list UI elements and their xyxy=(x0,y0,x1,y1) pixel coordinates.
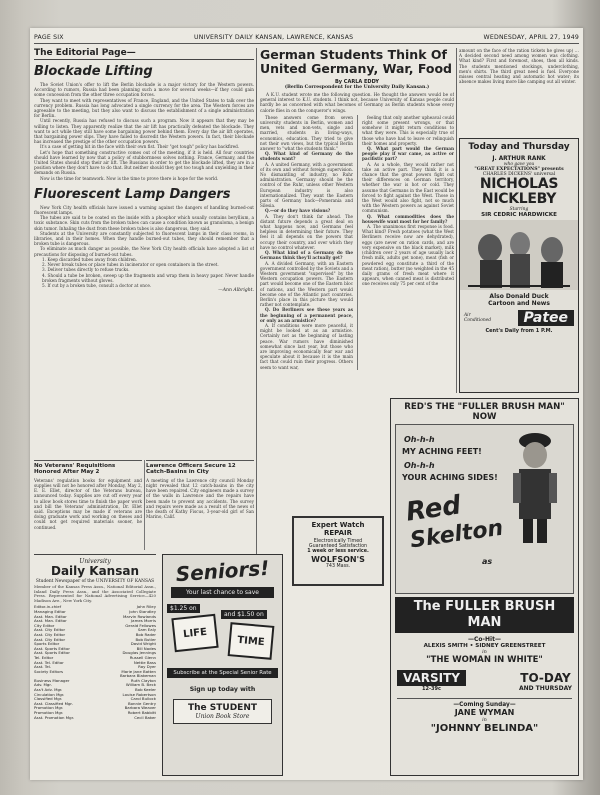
red-label: Red xyxy=(404,490,463,528)
starring: Starring xyxy=(509,207,529,212)
staff-role: Asst. City Editor xyxy=(34,631,66,637)
staff-role: Asst. Man. Editor xyxy=(34,618,67,624)
magazine-offer xyxy=(167,602,278,666)
masthead xyxy=(34,554,156,776)
store-name: The STUDENT xyxy=(187,703,257,713)
time-magazine-card xyxy=(228,622,275,660)
author: CHARLES DICKENS' universal xyxy=(482,172,556,177)
question: Q.—or do they have visions? xyxy=(265,208,331,214)
page-header xyxy=(34,32,579,44)
staff-role: Circulation Mgr. xyxy=(34,691,65,697)
varsity-theater-ad xyxy=(390,398,579,776)
coming-film: "JOHNNY BELINDA" xyxy=(430,723,539,734)
blockade-p3: Until recently, Russia has refused to discuss such a program. Now it appears that they may be willing to listen. They apparently realize that the air lift has practically defeated the blockade. They want to act while they still have some bargaining power behind them. Every day the air lift operates, that bargaining power slips. They have failed to discredit the Western powers. In fact, their blockade has increased the prestige of the other occupation powers. xyxy=(34,118,254,145)
staff-name: Bonnie Gentry xyxy=(128,700,156,706)
staff-name: Douglas Jennings xyxy=(122,650,156,656)
answer: A. As a whole, they would rather not take an active part. They think it is a chance that the great powers fight out their differences on German territory, whether the war is hot or cold. They assume that Germans in the East would be forced to fight against the West. Those in the West would also fight, not so much with the Western powers as against Soviet communism. xyxy=(361,161,454,214)
list-item: 3. Deliver tubes directly to refuse trucks. xyxy=(42,267,130,273)
staff-name: Marie Jane Batten xyxy=(121,668,156,674)
staff-role: Adv. Mgr. xyxy=(34,682,52,688)
staff-role: Sports Editor xyxy=(34,641,60,647)
question: Q. What part would the German people play if war came, as active or pacifistic part? xyxy=(361,146,454,162)
list-item: 1. Keep discarded tubes away from children. xyxy=(42,256,138,262)
blockade-p2: They want to meet with representatives of France, England, and the United States to talk over the currency problem. Russia has long advocated a single currency for the area. The Western forces are agreeable to the meeting, but they also want to discuss the establishment of a single administration for Berlin. xyxy=(34,97,254,119)
staff-name: Cecil Baker xyxy=(134,714,156,720)
german-continued xyxy=(459,48,579,136)
answer: A. The unanimous first response is food. What kind? Fresh potatoes (what the West Berliners receive now are dehydrated), eggs (are never on ration cards, and are very expensive on the black market), milk (children over 2 years of age usually lack fresh milk, adults get none), meat (fish or powdered egg constitute a third of the meat ration), butter (no weighted in the 45 daily grams of fresh meat where it appears, when canned meat is distributed one receives only 75 per cent of the xyxy=(361,224,454,287)
list-item: 5. If cut by a broken tube, consult a doctor at once. xyxy=(42,282,152,288)
staff-role: Managing Editor xyxy=(34,608,66,614)
today-label: TO-DAY xyxy=(520,670,571,685)
vets-story xyxy=(34,460,142,550)
staff-name: William B. Beck xyxy=(125,682,156,688)
prior-film: "GREAT EXPECTATIONS" presents xyxy=(474,167,564,172)
seniors-headline: Seniors! xyxy=(174,555,271,587)
staff-name: Marvin Rowlands xyxy=(123,613,156,619)
column-divider xyxy=(456,48,457,393)
seniors-signup: Sign up today with xyxy=(189,686,256,693)
blockade-headline: Blockade Lifting xyxy=(34,64,153,79)
extra-news: Cartoon and News xyxy=(488,300,550,307)
lawrence-body: A meeting of the Lawrence city council Monday night revealed that 12 catch-basins in the city have been repaired. City engineers made a survey of the walls in Lawrence and the repairs have been made to prevent any accidents. The survey and repairs were made as a result of the news of the death of Kathy Fiscus, 3-year-old girl of San Marino, Calif. xyxy=(146,477,254,520)
page-date: WEDNESDAY, APRIL 27, 1949 xyxy=(483,34,579,41)
watch-title1: Expert Watch xyxy=(311,521,365,529)
fuller-title: The FULLER BRUSH MAN xyxy=(395,597,574,633)
staff-name: Gerald Fellowes xyxy=(125,622,156,628)
staff-role: Editor-in-chief xyxy=(34,604,62,610)
staff-role: Society Editors xyxy=(34,668,64,674)
watch-line2: Guaranteed Satisfaction xyxy=(308,544,368,549)
staff-name: Russell Glenn xyxy=(129,654,156,660)
editorial-label: The Editorial Page— xyxy=(34,48,254,60)
lamp-precaution-list xyxy=(34,257,254,288)
presents: who gave you xyxy=(503,162,535,167)
answer: A. If conditions were more peaceful, it might be looked at as an armistice. Certainly not as the beginning of lasting peace. War rumors have diminished somewhat since last year, but those who are improving economically fear war and speculate about it because it is the main fact that could ruin their progress. Others seem to want war, xyxy=(260,322,353,370)
staff-role: Ass't Adv. Mgr. xyxy=(34,687,63,693)
life-magazine-card xyxy=(171,614,218,652)
coming-star: JANE WYMAN xyxy=(454,708,515,717)
list-item: 2. Never break tubes or place tubes in incinerator or open containers in the street. xyxy=(42,262,219,268)
question: Q. What kind of a Germany do the Germans think they'll actually get? xyxy=(260,250,353,261)
theater-price: Cent's Daily from 1 P.M. xyxy=(485,328,553,334)
lawrence-story xyxy=(146,460,254,550)
column-divider xyxy=(144,460,145,550)
in-label: in xyxy=(482,649,487,655)
lamp-p3: Students at the University are constantly subjected to fluorescent lamps in their class rooms, in libraries, and in their homes. When they handle burned-out tubes, they should remember that a broken tube is dangerous. xyxy=(34,230,254,247)
seniors-subscribe: Subscribe at the Special Senior Rate xyxy=(167,668,278,678)
staff-name: John Riley xyxy=(136,604,156,610)
seniors-chance: Your last chance to save xyxy=(171,587,274,598)
vets-headline: No Veterans' Requisitions Honored After May 2 xyxy=(34,463,116,476)
blockade-p4: It's a case of getting hit in the face with their own fist. Their "get tough" policy has backfired. xyxy=(40,144,240,150)
german-headline: German Students Think Of United Germany, War, Food xyxy=(260,48,452,76)
staff-role: Asst. Tel. Editor xyxy=(34,659,64,665)
newspaper-page xyxy=(30,28,583,780)
seniors-ad xyxy=(162,554,283,776)
fuller-art xyxy=(395,424,574,594)
film-title: NICHOLAS NICKLEBY xyxy=(479,176,559,207)
lamp-signature: —Ann Albright. xyxy=(218,288,254,294)
thursday-label: AND THURSDAY xyxy=(518,684,572,692)
staff-list xyxy=(34,605,156,720)
watch-repair-ad xyxy=(292,516,384,586)
staff-role: Promotion Mgr. xyxy=(34,710,64,716)
blockade-p1: The Soviet Union's offer to lift the Berlin blockade is a major victory for the Western powers. According to rumors, Russia had been planning such a move for several weeks—if they could gain some concession from the other three occupation forces. xyxy=(34,82,254,98)
german-col3: amount on the face of the ration tickets he gives up) … A decided second need among women was clothing. What kind? First and foremost, shoes, then all kinds. The students mentioned stockings, underclothing, men's shirts. The third great need is fuel. Everyone misses central heating and automatic hot water; its absence makes living more like camping out all winter. xyxy=(459,48,579,85)
staff-name: Ruth Clayton xyxy=(130,677,156,683)
staff-role: Asst. City Editor xyxy=(34,627,66,633)
watch-line3: 1 week or less service. xyxy=(307,549,369,554)
lamp-p4: To eliminate as much danger as possible, the New York City health officials have adopted a list of precautions for disposing of burned-out tubes. xyxy=(34,246,254,257)
answer: feeling that only another upheaval could right some present wrongs, or that somehow it might return conditions to what they were. This is especially true of those who have had to leave or relinquish their homes and property. xyxy=(361,114,454,146)
as-label: as xyxy=(482,557,493,566)
list-item: 4. Should a tube be broken, sweep up the fragments and wrap them in heavy paper. Never handle broken fragments without gloves. xyxy=(42,272,254,283)
staff-name: Sam Ealy xyxy=(137,627,156,633)
showing-days xyxy=(519,671,572,692)
answer: A. A united Germany, with a government of its own and without foreign supervision. No dismantling of industry, no Ruhr administration. Germany should be the control of the Ruhr, unless other Western European industry is also internationalized. They want the Eastern parts of Germany back—Pomerania and Silesia. xyxy=(260,161,353,209)
staff-name: John Standley xyxy=(129,608,156,614)
time-price: and $1.50 on xyxy=(221,610,267,619)
staff-role: Classified Mgr. xyxy=(34,696,63,702)
staff-role: Tel. Editor xyxy=(34,654,54,660)
staff-name: Louise Robertson xyxy=(122,691,156,697)
theater-footer xyxy=(464,310,574,326)
staff-role: City Editor xyxy=(34,622,55,628)
watch-address: 743 Mass. xyxy=(325,564,351,569)
lamp-headline: Fluorescent Lamp Dangers xyxy=(34,186,231,202)
coming-label: —Coming Sunday— xyxy=(453,702,516,708)
staff-role: Business Manager xyxy=(34,677,70,683)
german-col-1 xyxy=(260,115,353,370)
answer: A. They don't think far ahead. The distant future depends a great deal on what happens now, and Germans feel helpless in determining their future. They feel it all depends on the powers that occupy their country, and over which they have no control whatever. xyxy=(260,213,353,250)
question: Q. What kind of Germany do the students want? xyxy=(260,151,353,162)
german-byline: By CARLA EDDY xyxy=(335,79,379,85)
star-name: SIR CEDRIC HARDWICKE xyxy=(481,212,557,218)
lawrence-headline: Lawrence Officers Secure 12 Catch-Basins in City xyxy=(146,463,236,476)
staff-role: Asst. Tel. xyxy=(34,664,52,670)
staff-role: Asst. Promotion Mgr. xyxy=(34,714,75,720)
masthead-university: University xyxy=(79,558,111,565)
lamp-p2: The tubes are said to be coated on the inside with a phosphor which usually contains beryllium, a toxic substance. Skin cuts from the broken tubes can cause a condition known as granuloma, a benign skin tumor. Inhaling the dust from these broken tubes is also dangerous, they said. xyxy=(34,215,254,231)
answer: A. A divided Germany, with an Eastern government controlled by the Soviets and a Western government "supervised" by the Western occupation powers. The Eastern part would become one of the Eastern bloc of nations, and the Western part would become one of the Atlantic pact countries. Berlin's place in this picture they would rather not contemplate. xyxy=(260,260,353,308)
staff-role: Promotion Mgr. xyxy=(34,705,64,711)
staff-name: Barbara Weaver xyxy=(124,705,156,711)
skelton-label: Skelton xyxy=(408,515,505,554)
question: Q. What commodities does the housewife want most for her family? xyxy=(361,213,454,224)
in-label-2: in xyxy=(482,717,487,723)
question: Q. Do Berliners see these years as the beginning of a permanent peace, or only as an armistice? xyxy=(260,307,353,323)
staff-role: Asst. Classified Mgr. xyxy=(34,700,73,706)
staff-role: Asst. Man. Editor xyxy=(34,613,67,619)
staff-name: Nettie Bass xyxy=(133,659,156,665)
air-conditioned: Air Conditioned xyxy=(464,313,492,323)
theater-headline: Today and Thursday xyxy=(468,142,570,152)
vets-body: Veterans' regulation books for equipment and supplies will not be honored after Monday, May 2, E. E. Ellet, director of the Veterans bureau, announced today. Supplies are cut off every year to allow book stores time to finish the paper work and bill the Veterans' administration, Dr. Ellet said. Exceptions may be made if veterans are doing graduate work and working on theses and could not get required materials sooner, he continued. xyxy=(34,477,142,530)
patee-theater-ad xyxy=(459,138,579,393)
varsity-name: VARSITY xyxy=(397,670,466,686)
staff-name: Carol Bullock xyxy=(130,696,156,702)
lamp-p1: New York City health officials have issued a warning against the dangers of handling burned-out fluorescent lamps. xyxy=(34,204,254,216)
page-number: PAGE SIX xyxy=(34,34,64,41)
masthead-title: Daily Kansan xyxy=(50,564,139,578)
fuller-headline: RED'S THE "FULLER BRUSH MAN" NOW xyxy=(404,402,565,422)
theater-name: Patee xyxy=(518,310,575,326)
film-illustration xyxy=(460,220,578,290)
german-columns xyxy=(260,115,454,370)
staff-name: Bob Rader xyxy=(135,631,156,637)
divider xyxy=(397,698,572,699)
masthead-members: Member of the Kansas Press Assn., National Editorial Assn., Inland Daily Press Assn., and the Associated Collegiate Press. Represented for National Advertising Service—420 Madison Ave., New York City. xyxy=(34,584,156,603)
watch-store: WOLFSON'S xyxy=(311,555,365,564)
skelton-figure xyxy=(499,427,569,547)
costars: ALEXIS SMITH • SIDNEY GREENSTREET xyxy=(423,643,546,649)
time-label: TIME xyxy=(236,634,266,648)
varsity-row xyxy=(397,670,572,692)
paper-name: UNIVERSITY DAILY KANSAN, LAWRENCE, KANSAS xyxy=(194,34,354,41)
staff-name: Robert Babbitt xyxy=(127,710,156,716)
german-col-2 xyxy=(362,115,454,370)
staff-name: Ray Dyer xyxy=(138,664,156,670)
staff-name: David Wright xyxy=(130,641,156,647)
staff-name: Barbara Blakeman xyxy=(119,673,156,679)
presenter: J. ARTHUR RANK xyxy=(492,156,546,162)
watch-title2: REPAIR xyxy=(323,529,353,537)
editorial-column xyxy=(34,48,254,456)
varsity-block xyxy=(397,670,466,692)
column-divider xyxy=(256,48,257,556)
staff-role: Asst. Sports Editor xyxy=(34,650,70,656)
staff-name: Bill Nodes xyxy=(136,645,156,651)
blockade-p5: Let's hope that something constructive comes out of the meeting, if it is held. All four countries should have learned by now that a policy of stubbornness solves nothing. France, Germany, and the United States should stop their air lift. The Russians in order to get the blockade lifted, they are in a position where they don't have to do that. But neither should they get too tough and unyielding in their demands on Russia. xyxy=(34,149,254,176)
quote-line: Oh-h-h xyxy=(404,435,435,444)
quote-line: Oh-h-h xyxy=(404,461,435,470)
answer: These answers come from seven university students in Berlin, women and men, vets and non-vets, single and married, students in living-ways, economics, education. They tried to give not their own views, but the typical Berlin answer to "what the students think." xyxy=(260,114,353,152)
quote-line: YOUR ACHING SIDES! xyxy=(402,473,498,482)
staff-row xyxy=(34,716,156,721)
life-label: LIFE xyxy=(182,626,208,640)
quote-line: MY ACHING FEET! xyxy=(402,447,482,456)
watch-line1: Electronically Timed xyxy=(313,539,363,544)
column-divider xyxy=(357,115,358,370)
cohit-label: —Co-Hit— xyxy=(468,636,501,643)
staff-name: Bob Keeler xyxy=(135,687,156,693)
masthead-subtitle: Student Newspaper of the UNIVERSITY OF KANSAS xyxy=(35,579,155,584)
cofilm-title: "THE WOMAN IN WHITE" xyxy=(426,655,543,665)
staff-role: Asst. City Editor xyxy=(34,636,66,642)
student-store-logo xyxy=(173,699,272,724)
varsity-price: 12-39c xyxy=(422,686,441,692)
extra-cartoon: Also Donald Duck xyxy=(489,293,549,300)
staff-role: Asst. Sports Editor xyxy=(34,645,70,651)
staff-name: Bob Butler xyxy=(135,636,156,642)
blockade-p6: Now is the time for teamwork. Now is the time to prove there is hope for the world. xyxy=(40,175,219,181)
german-intro: A K.U. student wrote me the following question. He thought the answers would be of general interest to K.U. students. I think not, because University of Kansas people could hardly be as concerned with what becomes of Germany as Berlin students whose every calorie flies in on the conqueror's wings. xyxy=(260,92,454,113)
staff-name: James Morris xyxy=(131,618,156,624)
store-subname: Union Book Store xyxy=(195,713,250,720)
german-credit: (Berlin Correspondent for the University Daily Kansan.) xyxy=(284,85,430,90)
life-price: $1.25 on xyxy=(167,604,200,613)
